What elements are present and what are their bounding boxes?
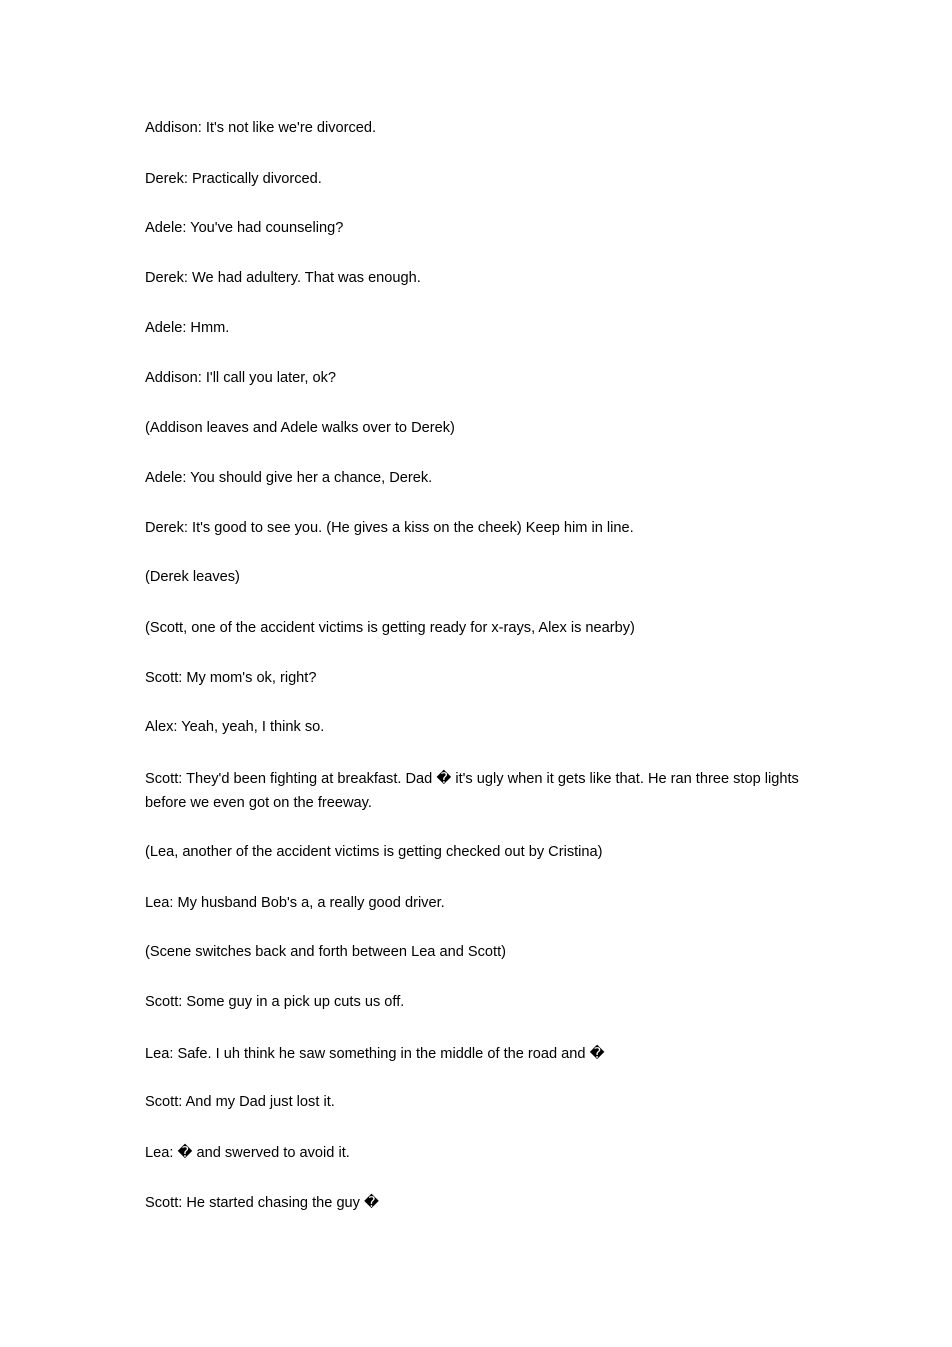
dialogue-line: Derek: We had adultery. That was enough. bbox=[145, 270, 421, 286]
stage-direction: (Scott, one of the accident victims is getting ready for x-rays, Alex is nearby) bbox=[145, 620, 635, 636]
dialogue-line: Derek: Practically divorced. bbox=[145, 171, 322, 187]
dialogue-line: Adele: Hmm. bbox=[145, 320, 230, 336]
stage-direction: (Addison leaves and Adele walks over to Derek) bbox=[145, 420, 455, 436]
dialogue-line: Adele: You've had counseling? bbox=[145, 220, 344, 236]
dialogue-line: Alex: Yeah, yeah, I think so. bbox=[145, 719, 325, 735]
dialogue-line: Lea: � and swerved to avoid it. bbox=[145, 1145, 350, 1161]
dialogue-line: Scott: And my Dad just lost it. bbox=[145, 1094, 335, 1110]
stage-direction: (Lea, another of the accident victims is getting checked out by Cristina) bbox=[145, 844, 603, 860]
dialogue-line: Scott: My mom's ok, right? bbox=[145, 670, 317, 686]
dialogue-line: Scott: They'd been fighting at breakfast. Dad � it's ugly when it gets like that. He ran three stop lights before we even got on the freeway. bbox=[145, 771, 799, 811]
dialogue-line: Scott: Some guy in a pick up cuts us off. bbox=[145, 994, 405, 1010]
dialogue-line: Lea: My husband Bob's a, a really good driver. bbox=[145, 895, 445, 911]
dialogue-line: Adele: You should give her a chance, Derek. bbox=[145, 470, 433, 486]
stage-direction: (Derek leaves) bbox=[145, 569, 240, 585]
dialogue-line: Addison: It's not like we're divorced. bbox=[145, 120, 377, 136]
stage-direction: (Scene switches back and forth between Lea and Scott) bbox=[145, 944, 507, 960]
dialogue-line: Derek: It's good to see you. (He gives a kiss on the cheek) Keep him in line. bbox=[145, 520, 634, 536]
dialogue-line: Addison: I'll call you later, ok? bbox=[145, 370, 336, 386]
dialogue-line: Lea: Safe. I uh think he saw something in the middle of the road and � bbox=[145, 1046, 605, 1062]
dialogue-line: Scott: He started chasing the guy � bbox=[145, 1195, 379, 1211]
